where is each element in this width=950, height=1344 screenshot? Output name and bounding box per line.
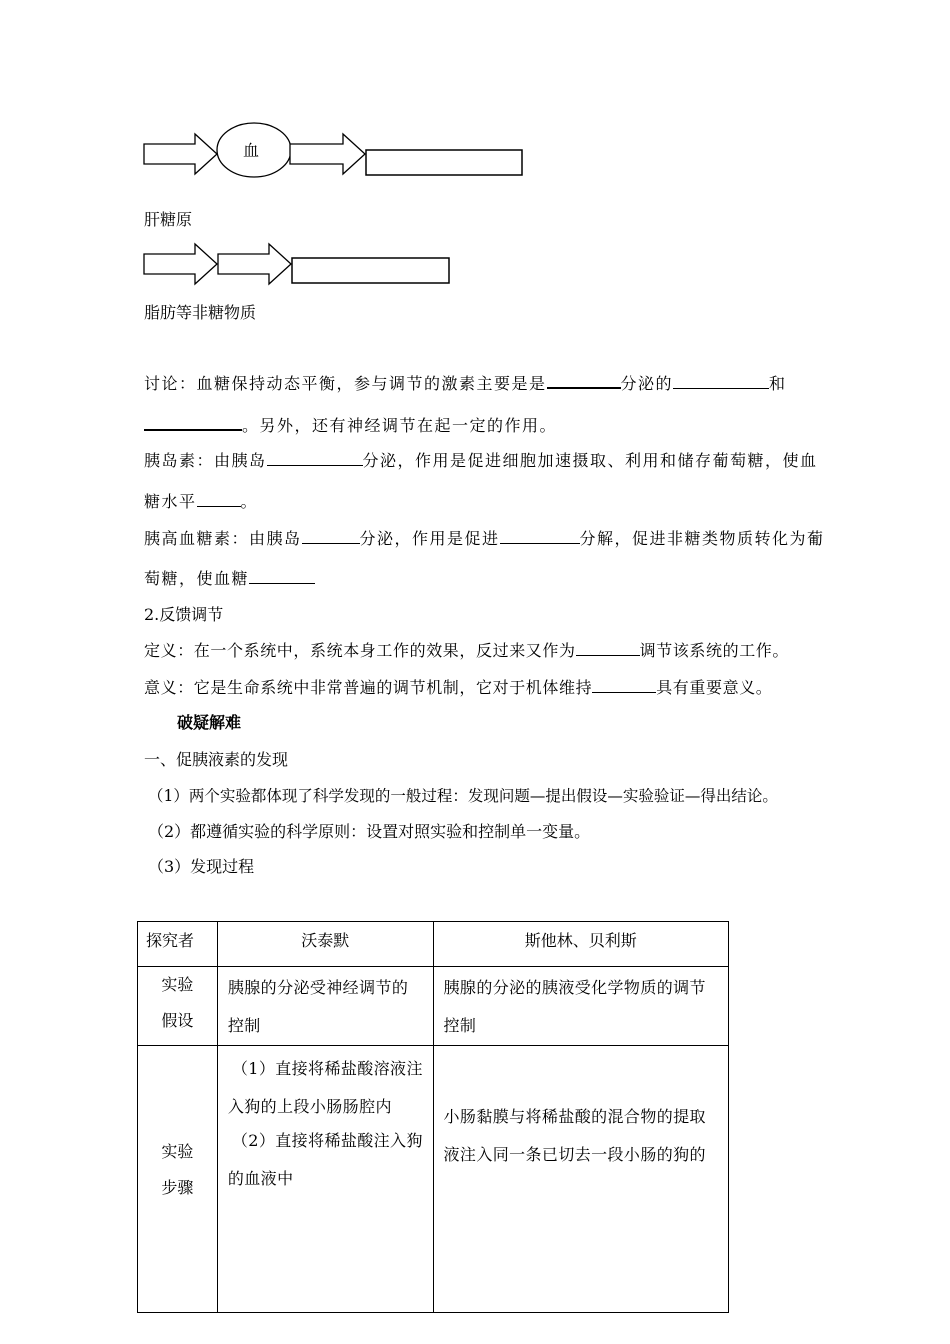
discussion-text-b: 分泌的 [620, 374, 674, 393]
insulin-text-c: 糖水平 [144, 492, 197, 511]
blank-hormone-1[interactable] [673, 374, 769, 389]
meaning-text-b: 具有重要意义。 [656, 678, 773, 697]
blank-hormone-source[interactable] [547, 373, 621, 389]
insulin-text-d: 。 [240, 492, 259, 511]
arrow-4 [218, 244, 291, 284]
arrow-2 [290, 134, 365, 174]
header-starling-bayliss: 斯他林、贝利斯 [433, 922, 728, 967]
blank-glucagon-target[interactable] [500, 529, 580, 544]
feedback-title: 2.反馈调节 [144, 605, 224, 624]
definition-line [144, 641, 789, 661]
blank-meaning[interactable] [592, 678, 656, 693]
table-row-hypothesis [138, 967, 729, 1046]
header-wertheimer: 沃泰默 [217, 922, 433, 967]
item-2: （2）都遵循实验的科学原则：设置对照实验和控制单一变量。 [148, 822, 591, 841]
oval-label: 血 [243, 141, 260, 160]
discussion-line-2 [144, 415, 557, 436]
table-header-row [138, 922, 729, 967]
blank-glucagon-effect[interactable] [249, 569, 315, 584]
insulin-text-a: 胰岛素：由胰岛 [144, 451, 267, 470]
blank-definition[interactable] [576, 641, 640, 656]
insulin-line-2 [144, 492, 258, 512]
label-non-sugar: 脂肪等非糖物质 [144, 303, 257, 322]
blank-glucagon-cell[interactable] [302, 529, 360, 544]
glucagon-line-2 [144, 569, 315, 589]
header-researcher: 探究者 [138, 922, 218, 967]
arrow-1 [144, 134, 217, 174]
answer-box-2 [292, 258, 449, 283]
glucagon-text-b: 分泌，作用是促进 [359, 529, 500, 548]
hypothesis-starling: 胰腺的分泌的胰液受化学物质的调节 控制 [433, 967, 728, 1046]
blank-hormone-2[interactable] [144, 415, 242, 431]
glucagon-text-d: 萄糖，使血糖 [144, 569, 250, 588]
insulin-line-1 [144, 451, 818, 471]
arrow-3 [144, 244, 217, 284]
meaning-line [144, 678, 772, 698]
sub-title: 一、促胰液素的发现 [144, 750, 289, 769]
glucagon-text-a: 胰高血糖素：由胰岛 [144, 529, 302, 548]
steps-starling: 小肠黏膜与将稀盐酸的混合物的提取 液注入同一条已切去一段小肠的狗的 [433, 1046, 728, 1313]
glucagon-text-c: 分解，促进非糖类物质转化为葡 [579, 529, 825, 548]
discussion-text-c: 和 [769, 374, 787, 393]
discussion-text-a: 讨论：血糖保持动态平衡，参与调节的激素主要是是 [144, 374, 547, 393]
label-liver-glycogen: 肝糖原 [144, 210, 193, 229]
insulin-text-b: 分泌，作用是促进细胞加速摄取、利用和储存葡萄糖，使血 [362, 451, 818, 470]
row-label-hypothesis: 实验 假设 [138, 967, 218, 1046]
discussion-text-d: 。另外，还有神经调节在起一定的作用。 [242, 416, 558, 435]
item-3: （3）发现过程 [148, 857, 255, 876]
table-row-steps [138, 1046, 729, 1313]
glucagon-line-1 [144, 529, 825, 549]
definition-text-b: 调节该系统的工作。 [639, 641, 790, 660]
steps-wertheimer: （1）直接将稀盐酸溶液注 入狗的上段小肠肠腔内 （2）直接将稀盐酸注入狗 的血液中 [217, 1046, 433, 1313]
discussion-line-1 [144, 373, 787, 394]
section-title: 破疑解难 [177, 713, 242, 732]
meaning-text-a: 意义：它是生命系统中非常普遍的调节机制，它对于机体维持 [144, 678, 593, 697]
blank-insulin-effect[interactable] [197, 492, 241, 507]
row-label-steps: 实验 步骤 [138, 1046, 218, 1313]
discovery-table [137, 921, 729, 1313]
blank-insulin-cell[interactable] [267, 451, 363, 466]
answer-box-1 [366, 150, 522, 175]
definition-text-a: 定义：在一个系统中，系统本身工作的效果，反过来又作为 [144, 641, 576, 660]
flow-diagram [0, 0, 950, 300]
hypothesis-wertheimer: 胰腺的分泌受神经调节的 控制 [217, 967, 433, 1046]
item-1: （1）两个实验都体现了科学发现的一般过程：发现问题—提出假设—实验验证—得出结论。 [148, 787, 778, 805]
